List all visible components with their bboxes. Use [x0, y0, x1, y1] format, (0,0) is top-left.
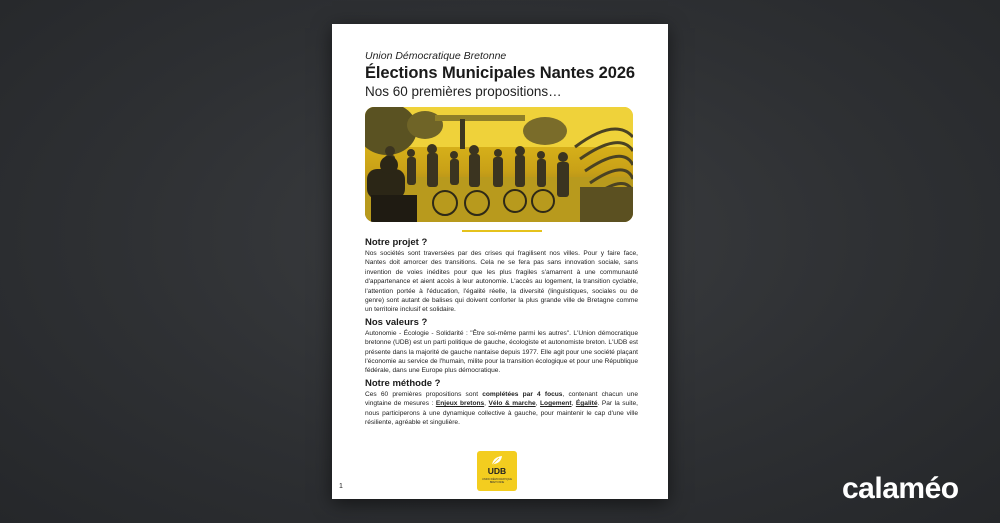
cyclists-photo — [365, 107, 633, 222]
cyclists-photo-illustration — [365, 107, 633, 222]
focus-logement: Logement — [540, 400, 572, 408]
methode-text-b: , contenant chacun une vingtaine de mesures : — [365, 390, 638, 408]
section-heading-projet: Notre projet ? — [365, 237, 428, 248]
section-text-valeurs: Autonomie - Écologie - Solidarité : "Être soi-même parmi les autres". L'Union démocratique bretonne (UDB) est un parti politique de gauche, écologiste et autonomiste breton. L'UDB est présente dans la majorité de gauche nantaise depuis 1977. Elle agit pour une société plaçant l'économie au service de l'humain, milite pour la transition écologique et pour une République fédérale, dans une Europe plus démocratique. — [365, 329, 638, 375]
focus-velo-marche: Vélo & marche — [488, 400, 536, 408]
page-subtitle: Nos 60 premières propositions… — [365, 84, 562, 99]
section-heading-methode: Notre méthode ? — [365, 377, 441, 389]
focus-egalite: Égalité — [575, 400, 598, 408]
section-heading-valeurs: Nos valeurs ? — [365, 316, 428, 328]
page-title: Élections Municipales Nantes 2026 — [365, 64, 635, 82]
section-text-methode: Ces 60 premières propositions sont complétées par 4 focus, contenant chacun une vingtaine de mesures : Enjeux bretons, Vélo & marche, Logement, Égalité. Par la suite, nous participerons à une dynamique collective à gauche, pour maintenir le cap d'une ville résiliente, agréable et singulière. — [365, 390, 638, 427]
focus-enjeux-bretons: Enjeux bretons — [435, 400, 485, 408]
logo-name: UDB — [487, 466, 507, 476]
methode-bold-focus: complétées par 4 focus — [482, 390, 563, 398]
calameo-logo[interactable]: calaméo — [842, 472, 959, 505]
document-page — [332, 24, 668, 499]
leaf-icon — [491, 455, 503, 466]
logo-tagline: UNION DÉMOCRATIQUE BRETONNE — [481, 478, 513, 484]
methode-text-c: . Par la suite, nous participerons à une dynamique collective à gauche, pour maintenir le cap d'une ville résiliente, agréable et singulière. — [365, 400, 638, 427]
page-number: 1 — [339, 483, 343, 490]
section-text-projet: Nos sociétés sont traversées par des crises qui fragilisent nos villes. Pour y faire face, Nantes doit amorcer des transitions. Cela ne se fera pas sans innovation sociale, sans invention de voies inédites pour que les plus fragiles s'amarrent à une communauté d'appartenance et aient accès à leur autonomie. L'accès au logement, la transition cyclable, l'attention portée à l'éducation, l'égalité réelle, la diversité (linguistiques, sociales ou de genre) sont autant de balises qui doivent conforter la plus grande ville de Bretagne comme un territoire inclusif et solidaire. — [365, 250, 638, 314]
section-divider — [462, 230, 542, 232]
organization-name: Union Démocratique Bretonne — [365, 50, 507, 62]
methode-text-a: Ces 60 premières propositions sont — [365, 390, 483, 398]
udb-logo — [477, 451, 517, 491]
